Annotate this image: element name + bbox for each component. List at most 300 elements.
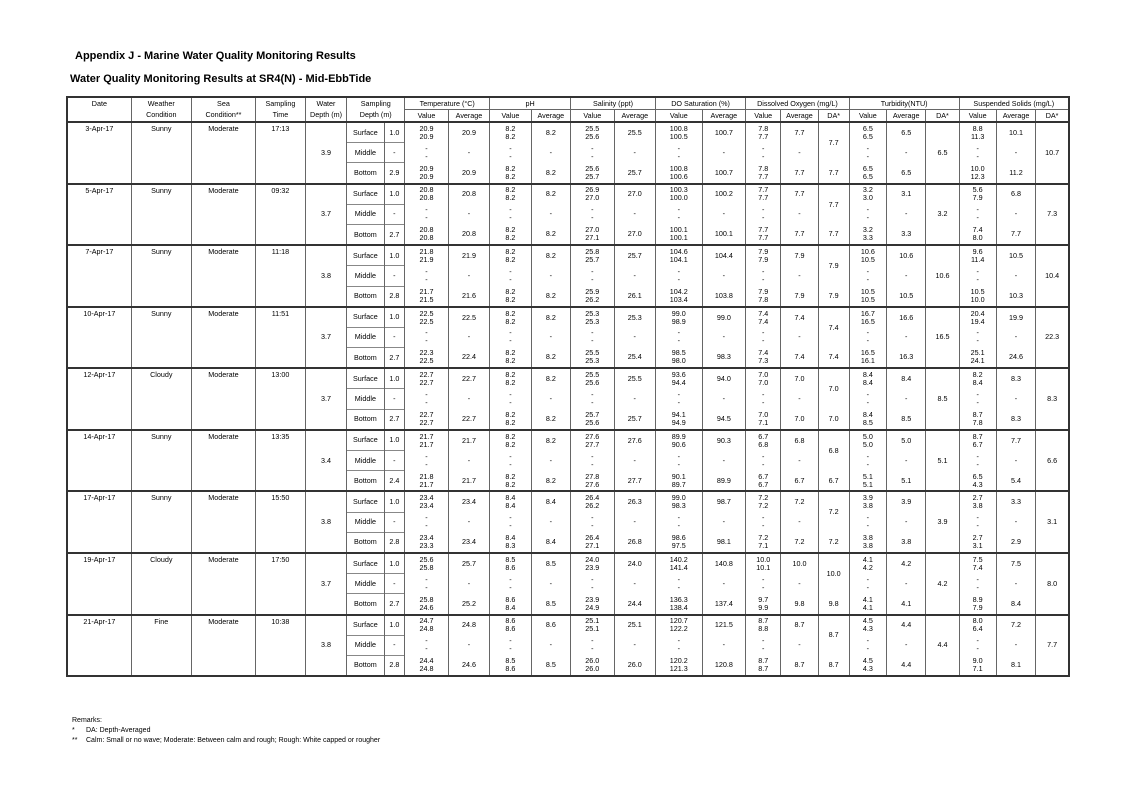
water-depth-blank (305, 184, 346, 205)
do-sat-average: 90.3 (702, 430, 746, 451)
col-sampling: Sampling (256, 97, 306, 110)
table-body (67, 122, 1069, 676)
date-cell: 21-Apr-17 (67, 615, 131, 677)
turbidity-values-1: 4.1 (862, 554, 873, 564)
ph-values (490, 491, 531, 512)
turbidity-values-2: 4.2 (862, 562, 873, 572)
do-average: 7.4 (781, 307, 818, 328)
level-label: Middle (347, 451, 384, 471)
temp-values (405, 553, 449, 574)
do-values (746, 389, 781, 409)
turbidity-da-cell: 10.6 (926, 245, 959, 307)
sub-temp-value: Value (405, 110, 449, 123)
do-values (746, 553, 781, 574)
ph-values-1: 8.4 (505, 533, 516, 543)
sea-condition-cell: Moderate (191, 491, 255, 553)
ss-values (959, 204, 996, 224)
salinity-values-2: 25.6 (585, 131, 600, 141)
water-depth-cell: 3.8 (305, 512, 346, 532)
do-values-2: 7.8 (758, 294, 769, 304)
water-depth-blank (305, 224, 346, 245)
level-label: Middle (347, 143, 384, 163)
do-sat-values-1: - (677, 574, 680, 584)
water-depth-cell: 3.4 (305, 451, 346, 471)
salinity-values-1: 27.8 (585, 471, 600, 481)
temp-values-1: 24.7 (419, 616, 434, 626)
do-sat-values-1: - (677, 205, 680, 215)
ss-values-1: 2.7 (972, 493, 983, 503)
do-sat-values-1: 140.2 (669, 554, 688, 564)
turbidity-values (849, 307, 886, 328)
temp-values-2: 20.8 (419, 233, 434, 243)
do-sat-values (655, 348, 702, 369)
remark-symbol: ** (72, 737, 78, 744)
sampling-depth-cell: - (384, 143, 405, 163)
turbidity-values (849, 368, 886, 389)
do-values-2: 7.7 (758, 193, 769, 203)
sampling-depth-cell: - (384, 327, 405, 347)
salinity-values (571, 245, 615, 266)
col-temperature: Temperature (°C) (405, 97, 490, 110)
date-cell: 17-Apr-17 (67, 491, 131, 553)
ss-values-2: 11.3 (970, 131, 985, 141)
do-sat-average: 94.0 (702, 368, 746, 389)
ss-values-1: 8.8 (972, 123, 983, 133)
do-values (746, 594, 781, 615)
ph-values (490, 512, 531, 532)
salinity-values-2: 26.0 (585, 664, 600, 674)
do-average: - (781, 574, 818, 594)
temp-average: - (448, 512, 489, 532)
ph-values (490, 307, 531, 328)
sub-temp-average: Average (448, 110, 489, 123)
water-depth-blank (305, 430, 346, 451)
ss-values-1: - (976, 451, 979, 461)
turbidity-values (849, 471, 886, 492)
salinity-values-2: 25.6 (585, 417, 600, 427)
weather-cell: Sunny (131, 491, 191, 553)
do-values-1: 7.9 (758, 286, 769, 296)
do-sat-average: 104.4 (702, 245, 746, 266)
do-values-1: 7.7 (758, 185, 769, 195)
turbidity-da-cell: 5.1 (926, 430, 959, 492)
temp-values (405, 471, 449, 492)
temp-values (405, 409, 449, 430)
level-label: Surface (347, 615, 384, 636)
ss-values (959, 553, 996, 574)
temp-values-2: 20.8 (419, 193, 434, 203)
ss-values (959, 348, 996, 369)
salinity-values-1: - (591, 205, 594, 215)
salinity-average: 26.8 (614, 532, 655, 553)
salinity-values-1: 25.8 (585, 246, 600, 256)
ph-average: 8.2 (531, 409, 570, 430)
ph-average: 8.2 (531, 184, 570, 205)
sub-ss-average: Average (996, 110, 1035, 123)
col-do-saturation: DO Saturation (%) (655, 97, 745, 110)
ph-values-2: 8.2 (505, 378, 516, 388)
do-sat-values-2: 94.9 (671, 417, 686, 427)
salinity-values-1: 26.4 (585, 493, 600, 503)
ss-values-1: 7.4 (972, 225, 983, 235)
temp-average: 22.7 (448, 409, 489, 430)
salinity-values (571, 553, 615, 574)
ss-values-2: 8.4 (972, 378, 983, 388)
sea-condition-cell: Moderate (191, 184, 255, 246)
salinity-values-1: 25.5 (585, 123, 600, 133)
salinity-values-1: 27.6 (585, 431, 600, 441)
turbidity-values-1: 5.1 (862, 471, 873, 481)
col-weather: Weather (131, 97, 191, 110)
temp-values-1: - (425, 513, 428, 523)
sub-dos-average: Average (702, 110, 746, 123)
sampling-depth-cell: - (384, 204, 405, 224)
temp-average: 24.6 (448, 655, 489, 676)
ph-values-2: 8.4 (505, 602, 516, 612)
do-values-2: 6.7 (758, 479, 769, 489)
salinity-values-2: - (591, 274, 594, 284)
turbidity-values-2: 5.0 (862, 439, 873, 449)
temp-values-2: 22.5 (419, 316, 434, 326)
level-label: Surface (347, 430, 384, 451)
ss-values-1: 5.6 (972, 185, 983, 195)
do-sat-values (655, 655, 702, 676)
ph-values-1: - (509, 266, 512, 276)
salinity-values-1: - (591, 266, 594, 276)
turbidity-values-2: - (866, 521, 870, 531)
turbidity-values (849, 635, 886, 655)
sampling-depth-cell: - (384, 266, 405, 286)
turbidity-values-2: - (866, 459, 870, 469)
do-sat-values-1: 100.8 (669, 163, 688, 173)
col-date: Date (67, 97, 131, 110)
ss-average: - (996, 327, 1035, 347)
turbidity-values-1: - (866, 390, 870, 400)
ss-values-1: - (976, 574, 979, 584)
ph-values (490, 635, 531, 655)
ph-values (490, 594, 531, 615)
ph-values-1: - (509, 513, 512, 523)
salinity-average: 24.0 (614, 553, 655, 574)
sub-tur-da: DA* (926, 110, 959, 123)
turbidity-values-1: 3.2 (862, 225, 873, 235)
ph-values (490, 204, 531, 224)
sub-ph-value: Value (490, 110, 531, 123)
col-date-blank (67, 110, 131, 123)
temp-values (405, 491, 449, 512)
do-sat-values-1: - (677, 636, 680, 646)
date-cell: 7-Apr-17 (67, 245, 131, 307)
turbidity-average: 6.5 (887, 122, 926, 143)
salinity-values-2: 27.1 (585, 541, 600, 551)
weather-cell: Sunny (131, 430, 191, 492)
water-depth-blank (305, 348, 346, 369)
do-sat-values-2: - (677, 398, 680, 408)
temp-values-1: 22.5 (419, 308, 434, 318)
do-sat-values (655, 491, 702, 512)
do-values (746, 266, 781, 286)
ss-values-1: 6.5 (972, 471, 983, 481)
turbidity-values-1: 6.5 (862, 123, 873, 133)
do-sat-values-2: 100.6 (669, 171, 688, 181)
ph-values-2: 8.4 (505, 501, 516, 511)
do-average: 7.0 (781, 409, 818, 430)
do-sat-values (655, 307, 702, 328)
do-sat-values-1: 120.2 (669, 656, 688, 666)
do-average: 7.2 (781, 532, 818, 553)
ph-values-1: - (509, 574, 512, 584)
do-sat-values-2: 94.4 (671, 378, 686, 388)
do-values-2: - (762, 644, 765, 654)
ss-values-1: 7.5 (972, 554, 983, 564)
ph-average: - (531, 389, 570, 409)
temp-average: - (448, 143, 489, 163)
turbidity-values-2: 6.5 (862, 131, 873, 141)
salinity-values (571, 163, 615, 184)
do-sat-values (655, 122, 702, 143)
turbidity-values (849, 348, 886, 369)
temp-values (405, 143, 449, 163)
salinity-values-1: 24.0 (585, 554, 600, 564)
col-salinity: Salinity (ppt) (571, 97, 656, 110)
salinity-average: 27.6 (614, 430, 655, 451)
do-sat-average: - (702, 204, 746, 224)
turbidity-values (849, 491, 886, 512)
ph-values-2: - (509, 521, 512, 531)
turbidity-average: - (887, 574, 926, 594)
turbidity-values-1: 8.4 (862, 409, 873, 419)
salinity-values-1: - (591, 636, 594, 646)
do-average: 7.7 (781, 163, 818, 184)
temp-values-2: 22.5 (419, 356, 434, 366)
water-depth-cell: 3.7 (305, 389, 346, 409)
salinity-values-1: 25.9 (585, 286, 600, 296)
temp-values-2: 21.5 (419, 294, 434, 304)
do-sat-average: 103.8 (702, 286, 746, 307)
sampling-depth-cell: 1.0 (384, 491, 405, 512)
turbidity-average: - (887, 327, 926, 347)
turbidity-values-1: 4.5 (862, 656, 873, 666)
do-values-2: - (762, 521, 765, 531)
do-average: 8.7 (781, 615, 818, 636)
water-depth-cell: 3.8 (305, 266, 346, 286)
do-sat-average: 100.7 (702, 122, 746, 143)
ph-average: 8.2 (531, 224, 570, 245)
do-sat-values-2: - (677, 582, 680, 592)
salinity-average: - (614, 266, 655, 286)
temp-average: - (448, 327, 489, 347)
table-row (67, 307, 1069, 328)
turbidity-average: 3.8 (887, 532, 926, 553)
ss-values-1: 8.2 (972, 370, 983, 380)
turbidity-values-2: 3.3 (862, 233, 873, 243)
salinity-values (571, 266, 615, 286)
temp-average: 22.4 (448, 348, 489, 369)
ph-average: 8.2 (531, 471, 570, 492)
ph-average: - (531, 266, 570, 286)
ph-values (490, 163, 531, 184)
turbidity-values-2: - (866, 582, 870, 592)
ss-values-1: - (976, 328, 979, 338)
turbidity-values (849, 389, 886, 409)
do-sat-values (655, 224, 702, 245)
ss-values (959, 512, 996, 532)
ss-average: 2.9 (996, 532, 1035, 553)
sampling-depth-cell: 2.9 (384, 163, 405, 184)
ph-average: 8.2 (531, 348, 570, 369)
ss-values-2: 24.1 (970, 356, 985, 366)
do-sat-values (655, 286, 702, 307)
turbidity-values (849, 615, 886, 636)
level-label: Bottom (347, 286, 384, 307)
ph-values (490, 286, 531, 307)
temp-values-1: 23.4 (419, 493, 434, 503)
ss-values-2: - (976, 398, 979, 408)
salinity-values (571, 224, 615, 245)
do-sat-values (655, 594, 702, 615)
turbidity-da-cell: 3.2 (926, 184, 959, 246)
ss-values-1: 8.0 (972, 616, 983, 626)
ss-values (959, 409, 996, 430)
salinity-values-1: 27.0 (585, 225, 600, 235)
salinity-values-2: 23.9 (585, 562, 600, 572)
sea-condition-cell: Moderate (191, 615, 255, 677)
temp-values-2: - (425, 398, 428, 408)
do-sat-values (655, 184, 702, 205)
temp-average: 20.8 (448, 184, 489, 205)
do-values-1: 7.8 (758, 123, 769, 133)
salinity-values-2: - (591, 336, 594, 346)
do-sat-values-1: 94.1 (671, 409, 686, 419)
do-sat-values-1: 136.3 (669, 594, 688, 604)
do-values-2: 7.2 (758, 501, 769, 511)
salinity-values (571, 286, 615, 307)
water-depth-cell: 3.7 (305, 574, 346, 594)
ph-values-1: 8.6 (505, 594, 516, 604)
temp-values-2: 24.6 (419, 602, 434, 612)
ph-values (490, 409, 531, 430)
level-label: Middle (347, 635, 384, 655)
do-values-1: - (762, 143, 765, 153)
turbidity-values-2: - (866, 213, 870, 223)
sampling-time-cell: 13:00 (256, 368, 306, 430)
salinity-average: - (614, 635, 655, 655)
level-label: Surface (347, 553, 384, 574)
do-sat-average: - (702, 635, 746, 655)
ph-average: - (531, 574, 570, 594)
temp-values-2: - (425, 151, 428, 161)
ss-values (959, 368, 996, 389)
turbidity-average: 3.1 (887, 184, 926, 205)
ph-values (490, 368, 531, 389)
turbidity-values-2: 16.5 (860, 316, 875, 326)
ss-values-1: 20.4 (970, 308, 985, 318)
ph-values-2: 8.2 (505, 479, 516, 489)
do-values-1: 7.2 (758, 533, 769, 543)
do-sat-average: 89.9 (702, 471, 746, 492)
do-sat-average: 94.5 (702, 409, 746, 430)
do-sat-values-2: 122.2 (669, 624, 688, 634)
turbidity-average: 4.1 (887, 594, 926, 615)
do-sat-average: 100.7 (702, 163, 746, 184)
temp-values-1: - (425, 328, 428, 338)
do-sat-values (655, 615, 702, 636)
water-depth-blank (305, 491, 346, 512)
salinity-values-2: 25.7 (585, 171, 600, 181)
salinity-values (571, 143, 615, 163)
temp-values (405, 615, 449, 636)
temp-values-1: - (425, 205, 428, 215)
col-sampling-depth-sub: Depth (m) (347, 110, 405, 123)
ph-values (490, 348, 531, 369)
turbidity-values-1: - (866, 513, 870, 523)
salinity-average: 27.7 (614, 471, 655, 492)
ss-values-2: - (976, 213, 979, 223)
do-values (746, 615, 781, 636)
ss-values (959, 532, 996, 553)
salinity-values (571, 348, 615, 369)
do-da-cell: 7.0 (818, 409, 849, 430)
ph-average: - (531, 143, 570, 163)
remark-line (72, 736, 380, 746)
turbidity-values (849, 574, 886, 594)
water-depth-blank (305, 122, 346, 143)
ss-values (959, 122, 996, 143)
temp-values-2: - (425, 644, 428, 654)
ph-values-2: - (509, 459, 512, 469)
temp-values-1: - (425, 451, 428, 461)
level-label: Surface (347, 491, 384, 512)
do-sat-values-2: 103.4 (669, 294, 688, 304)
turbidity-values (849, 409, 886, 430)
turbidity-values (849, 430, 886, 451)
salinity-average: - (614, 143, 655, 163)
salinity-values-1: 25.6 (585, 163, 600, 173)
turbidity-values-1: - (866, 205, 870, 215)
ss-values-1: 25.1 (970, 348, 985, 358)
do-sat-values (655, 553, 702, 574)
level-label: Middle (347, 512, 384, 532)
do-sat-values-1: - (677, 143, 680, 153)
water-depth-blank (305, 615, 346, 636)
do-values (746, 574, 781, 594)
do-sat-values-2: - (677, 459, 680, 469)
do-values (746, 512, 781, 532)
temp-average: 22.7 (448, 368, 489, 389)
ss-average: - (996, 635, 1035, 655)
ph-values-2: - (509, 644, 512, 654)
col-suspended-solids: Suspended Solids (mg/L) (959, 97, 1069, 110)
sampling-depth-cell: 2.4 (384, 471, 405, 492)
ss-values-2: 3.1 (972, 541, 983, 551)
ss-values-1: - (976, 390, 979, 400)
ph-values-2: 8.2 (505, 417, 516, 427)
turbidity-values-1: 4.5 (862, 616, 873, 626)
turbidity-values-2: - (866, 398, 870, 408)
sub-sal-average: Average (614, 110, 655, 123)
salinity-values-2: 25.3 (585, 356, 600, 366)
salinity-values (571, 471, 615, 492)
turbidity-average: 5.1 (887, 471, 926, 492)
salinity-values-2: 25.7 (585, 254, 600, 264)
col-sea: Sea (191, 97, 255, 110)
ss-average: - (996, 143, 1035, 163)
ss-average: 3.3 (996, 491, 1035, 512)
temp-values (405, 163, 449, 184)
turbidity-values-1: - (866, 266, 870, 276)
ph-values-2: 8.2 (505, 233, 516, 243)
do-values-1: 7.7 (758, 225, 769, 235)
